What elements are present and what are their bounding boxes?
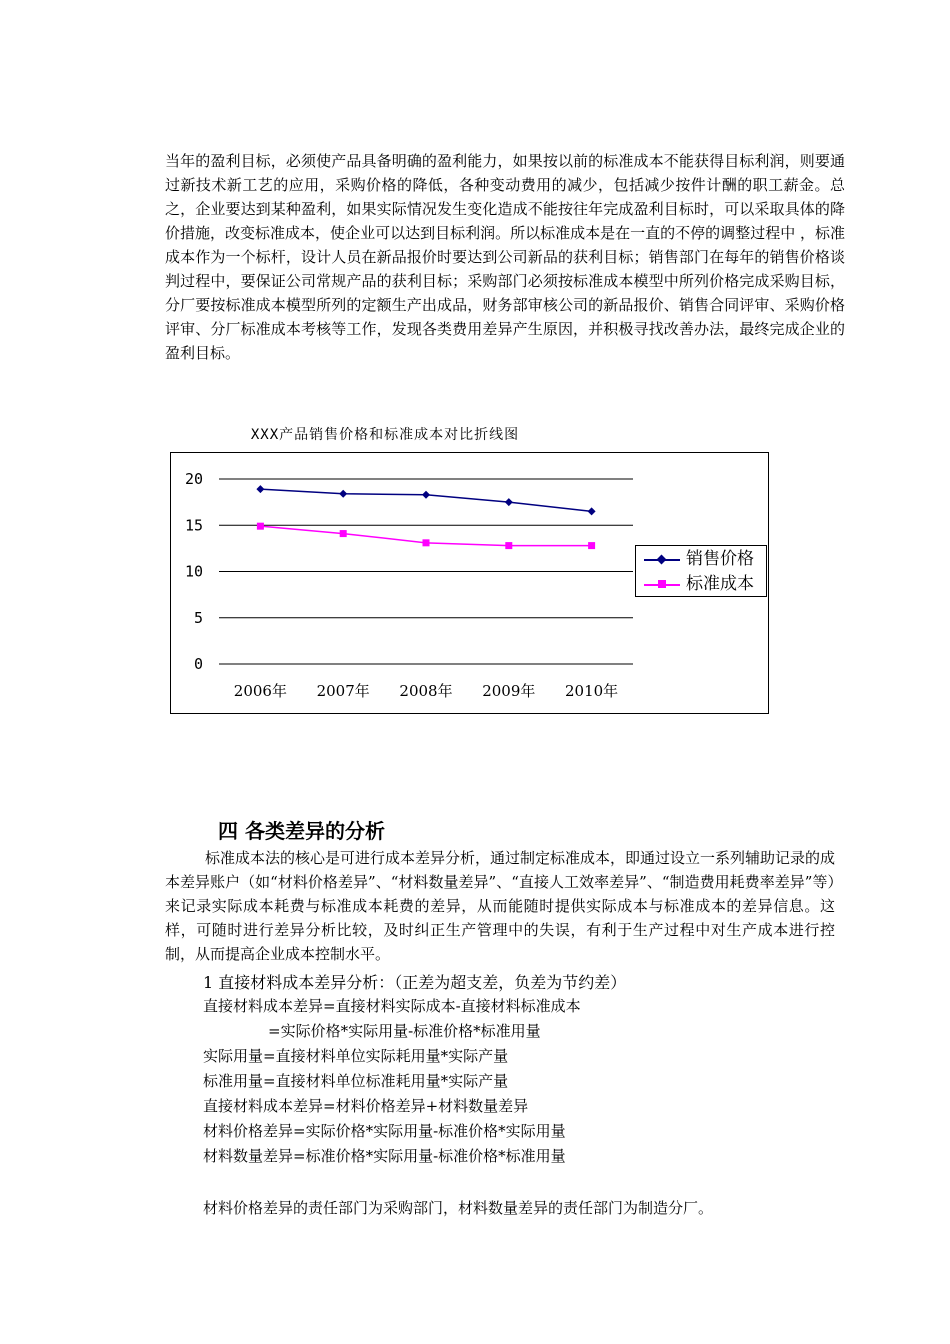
responsibility-note: 材料价格差异的责任部门为采购部门，材料数量差异的责任部门为制造分厂。 [203,1199,714,1217]
data-point-standard-cost [340,530,347,537]
x-tick-label: 2010年 [565,682,619,700]
diamond-marker-icon [657,555,667,565]
square-marker-icon [658,580,666,588]
data-point-standard-cost [505,542,512,549]
formula-line: 标准用量=直接材料单位标准耗用量*实际产量 [203,1072,509,1090]
intro-paragraph: 当年的盈利目标，必须使产品具备明确的盈利能力，如果按以前的标准成本不能获得目标利润，则要通过新技术新工艺的应用，采购价格的降低，各种变动费用的减少，包括减少按件计酬的职工薪金。总之，企业要达到某种盈利，如果实际情况发生变化造成不能按往年完成盈利目标时，可以采取具体的降价措施，改变标准成本，使企业可以达到目标利润。所以标准成本是在一直的不停的调整过程中 ，标准成本作为一个标杆，设计人员在新品报价时要达到公司新品的获利目标；销售部门在每年的销售价格谈判过程中，要保证公司常规产品的获利目标；采购部门必须按标准成本模型中所列价格完成采购目标，分厂要按标准成本模型所列的定额生产出成品，财务部审核公司的新品报价、销售合同评审、采购价格评审、分厂标准成本考核等工作，发现各类费用差异产生原因，并积极寻找改善办法，最终完成企业的盈利目标。 [165,152,845,362]
data-point-sales-price [505,498,513,506]
formula-line: 实际用量=直接材料单位实际耗用量*实际产量 [203,1047,509,1065]
y-tick-label: 0 [193,655,203,673]
x-tick-label: 2009年 [482,682,536,700]
x-tick-label: 2008年 [399,682,453,700]
data-point-standard-cost [423,539,430,546]
y-tick-label: 15 [184,516,203,535]
section-heading: 四 各类差异的分析 [218,819,385,843]
data-point-sales-price [339,490,347,498]
chart-legend [635,545,767,597]
legend-item-standard-cost [636,573,766,596]
y-tick-label: 10 [184,562,203,581]
x-tick-label: 2007年 [316,682,370,700]
data-point-standard-cost [257,523,264,530]
legend-item-sales-price [636,548,766,571]
data-point-sales-price [422,491,430,499]
formula-line: 材料数量差异=标准价格*实际用量-标准价格*标准用量 [203,1147,566,1165]
data-point-sales-price [256,485,264,493]
chart-title: XXX产品销售价格和标准成本对比折线图 [250,427,520,443]
legend-label-sales: 销售价格 [686,549,754,569]
formula-line: 直接材料成本差异=材料价格差异+材料数量差异 [203,1097,529,1115]
section-paragraph: 标准成本法的核心是可进行成本差异分析，通过制定标准成本，即通过设立一系列辅助记录的成本差异账户（如“材料价格差异”、“材料数量差异”、“直接人工效率差异”、“制造费用耗费率差异”等）来记录实际成本耗费与标准成本耗费的差异，从而能随时提供实际成本与标准成本的差异信息。这样，可随时进行差异分析比较，及时纠正生产管理中的失误，有利于生产过程中对生产成本进行控制，从而提高企业成本控制水平。 [165,849,836,963]
formula-line: 直接材料成本差异=直接材料实际成本-直接材料标准成本 [203,997,581,1015]
legend-label-cost: 标准成本 [686,574,754,594]
line-chart [170,452,769,714]
data-point-sales-price [588,507,596,515]
y-tick-label: 20 [184,470,203,488]
formula-line: 材料价格差异=实际价格*实际用量-标准价格*实际用量 [203,1122,566,1140]
x-tick-label: 2006年 [233,682,287,700]
sub-heading: 1 直接材料成本差异分析：（正差为超支差，负差为节约差） [203,973,627,992]
formula-line: =实际价格*实际用量-标准价格*标准用量 [268,1022,541,1040]
data-point-standard-cost [588,542,595,549]
y-tick-label: 5 [193,608,203,627]
